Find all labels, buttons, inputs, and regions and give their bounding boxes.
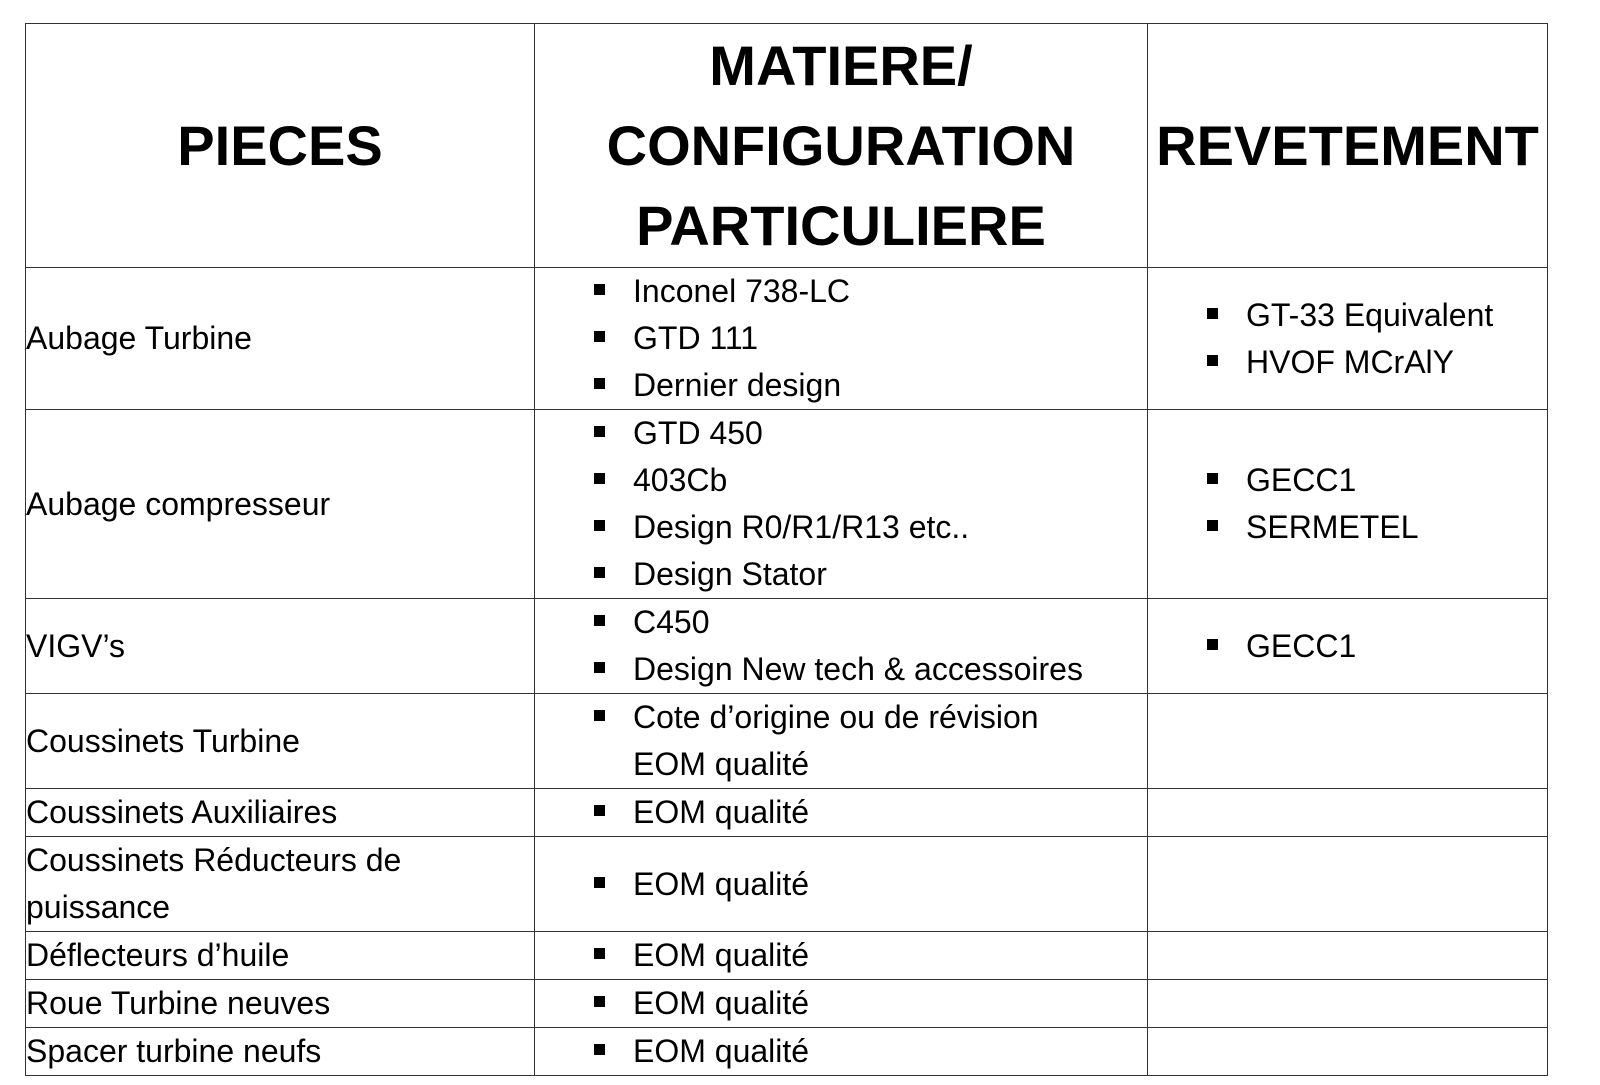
revetement-cell xyxy=(1148,932,1548,980)
bullet-icon xyxy=(1207,639,1218,650)
table-row xyxy=(26,410,1548,599)
list-item: 403Cb xyxy=(535,457,1147,504)
header-matiere: MATIERE/ CONFIGURATION PARTICULIERE xyxy=(535,24,1148,268)
revetement-cell xyxy=(1148,1028,1548,1076)
list-item: EOM qualité xyxy=(633,746,810,782)
revetement-cell xyxy=(1148,789,1548,837)
piece-cell: Aubage Turbine xyxy=(26,268,535,410)
list-item: Design New tech & accessoires xyxy=(535,646,1147,693)
table-row xyxy=(26,694,1548,789)
header-revetement: REVETEMENT xyxy=(1148,24,1548,268)
bullet-icon xyxy=(1207,520,1218,531)
bullet-icon xyxy=(594,473,605,484)
bullet-icon xyxy=(594,805,605,816)
bullet-icon xyxy=(594,284,605,295)
table-row xyxy=(26,268,1548,410)
bullet-icon xyxy=(594,877,605,888)
bullet-icon xyxy=(594,1044,605,1055)
bullet-icon xyxy=(594,331,605,342)
piece-cell: Coussinets Auxiliaires xyxy=(26,789,535,837)
matiere-cell xyxy=(535,599,1148,694)
list-item: HVOF MCrAlY xyxy=(1148,339,1547,386)
list-item: EOM qualité xyxy=(535,1028,1147,1075)
revetement-cell xyxy=(1148,268,1548,410)
header-pieces: PIECES xyxy=(26,24,535,268)
bullet-icon xyxy=(594,710,605,721)
table-row xyxy=(26,837,1548,932)
piece-cell: Déflecteurs d’huile xyxy=(26,932,535,980)
matiere-cell xyxy=(535,932,1148,980)
revetement-cell xyxy=(1148,410,1548,599)
piece-cell: Roue Turbine neuves xyxy=(26,980,535,1028)
bullet-icon xyxy=(1207,473,1218,484)
matiere-cell xyxy=(535,980,1148,1028)
list-item: GTD 111 xyxy=(535,315,1147,362)
table-row xyxy=(26,789,1548,837)
list-item: Dernier design xyxy=(535,362,1147,409)
list-item: GT-33 Equivalent xyxy=(1148,292,1547,339)
matiere-cell xyxy=(535,789,1148,837)
list-item: EOM qualité xyxy=(535,980,1147,1027)
bullet-icon xyxy=(594,948,605,959)
revetement-cell xyxy=(1148,694,1548,789)
table-row xyxy=(26,932,1548,980)
list-item: EOM qualité xyxy=(535,789,1147,836)
list-item: EOM qualité xyxy=(535,932,1147,979)
bullet-icon xyxy=(594,662,605,673)
bullet-icon xyxy=(1207,308,1218,319)
list-item: EOM qualité xyxy=(535,861,1147,908)
list-item: Inconel 738-LC xyxy=(535,268,1147,315)
bullet-icon xyxy=(594,520,605,531)
bullet-icon xyxy=(594,426,605,437)
bullet-icon xyxy=(1207,355,1218,366)
matiere-cell xyxy=(535,694,1148,789)
table-row xyxy=(26,599,1548,694)
piece-cell: Aubage compresseur xyxy=(26,410,535,599)
revetement-cell xyxy=(1148,837,1548,932)
piece-cell: Spacer turbine neufs xyxy=(26,1028,535,1076)
list-item: GTD 450 xyxy=(535,410,1147,457)
bullet-icon xyxy=(594,567,605,578)
matiere-cell xyxy=(535,268,1148,410)
header-row xyxy=(26,24,1548,268)
list-item: Design R0/R1/R13 etc.. xyxy=(535,504,1147,551)
bullet-icon xyxy=(594,378,605,389)
matiere-cell xyxy=(535,837,1148,932)
list-item: GECC1 xyxy=(1148,623,1547,670)
bullet-icon xyxy=(594,615,605,626)
piece-cell: Coussinets Turbine xyxy=(26,694,535,789)
list-item: GECC1 xyxy=(1148,457,1547,504)
list-item: Cote d’origine ou de révision xyxy=(535,694,1147,741)
matiere-cell xyxy=(535,1028,1148,1076)
piece-cell: VIGV’s xyxy=(26,599,535,694)
bullet-icon xyxy=(594,996,605,1007)
list-item: SERMETEL xyxy=(1148,504,1547,551)
piece-cell: Coussinets Réducteurs de puissance xyxy=(26,837,535,932)
parts-spec-table xyxy=(25,23,1548,1076)
revetement-cell xyxy=(1148,980,1548,1028)
list-item: Design Stator xyxy=(535,551,1147,598)
table-row xyxy=(26,1028,1548,1076)
revetement-cell xyxy=(1148,599,1548,694)
table-row xyxy=(26,980,1548,1028)
matiere-cell xyxy=(535,410,1148,599)
list-item: C450 xyxy=(535,599,1147,646)
